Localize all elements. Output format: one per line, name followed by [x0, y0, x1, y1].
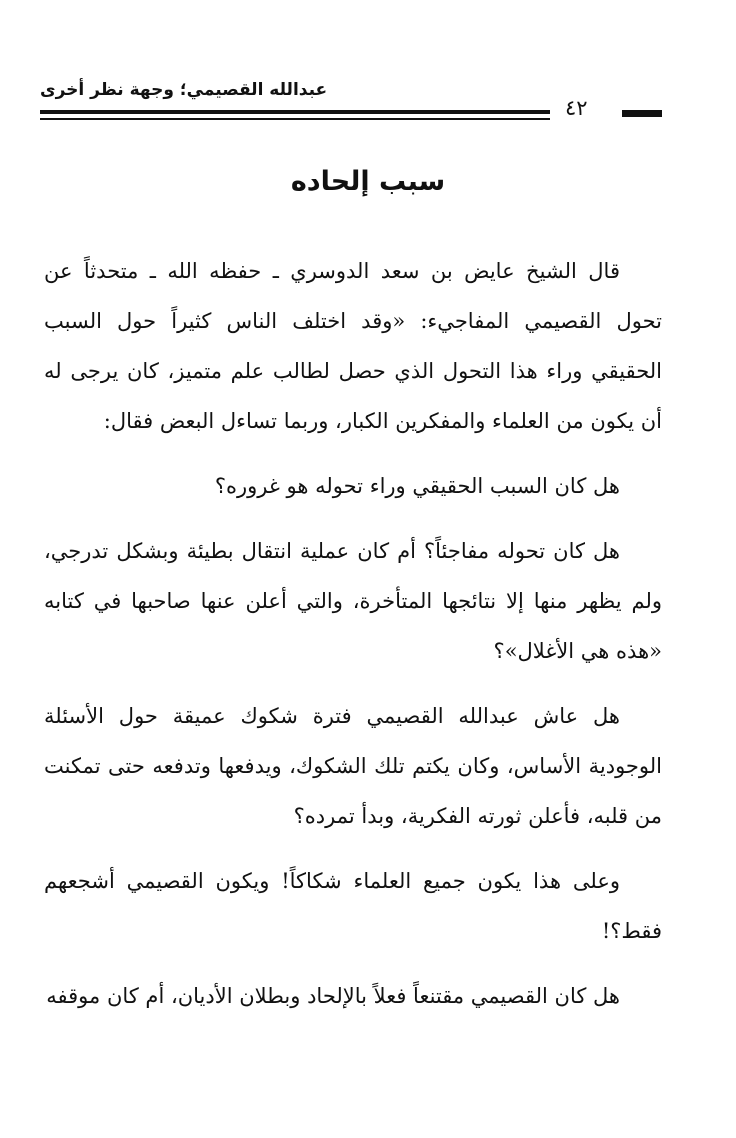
paragraph: قال الشيخ عايض بن سعد الدوسري ـ حفظه الله ـ متحدثاً عن تحول القصيمي المفاجيء: «وقد اختلف الناس كثيراً حول السبب الحقيقي وراء هذا التحول الذي حصل لطالب علم متميز، كان يرجى له أن يكون من العلماء والمفكرين الكبار، وربما تساءل البعض فقال:: [44, 259, 662, 433]
header-rule-thin: [40, 118, 550, 120]
page-number: ٤٢: [565, 96, 588, 120]
paragraph: هل كان القصيمي مقتنعاً فعلاً بالإلحاد وبطلان الأديان، أم كان موقفه: [46, 984, 620, 1008]
paragraph: هل كان السبب الحقيقي وراء تحوله هو غروره؟: [214, 474, 620, 498]
paragraph: هل عاش عبدالله القصيمي فترة شكوك عميقة حول الأسئلة الوجودية الأساس، وكان يكتم تلك الشكوك، ويدفعها وتدفعه حتى تمكنت من قلبه، فأعلن ثورته الفكرية، وبدأ تمرده؟: [44, 704, 662, 828]
book-title: عبدالله القصيمي؛ وجهة نظر أخرى: [40, 80, 328, 100]
header-rule-short: [622, 110, 662, 117]
body-text: [44, 246, 662, 1036]
paragraph: هل كان تحوله مفاجئاً؟ أم كان عملية انتقال بطيئة وبشكل تدرجي، ولم يظهر منها إلا نتائجها المتأخرة، والتي أعلن عنها صاحبها في كتابه «هذه هي الأغلال»؟: [44, 539, 662, 663]
header-rule-thick: [40, 110, 550, 114]
page-header: [0, 0, 736, 130]
paragraph: وعلى هذا يكون جميع العلماء شكاكاً! ويكون القصيمي أشجعهم فقط؟!: [44, 869, 662, 943]
chapter-title: سبب إلحاده: [290, 166, 446, 197]
